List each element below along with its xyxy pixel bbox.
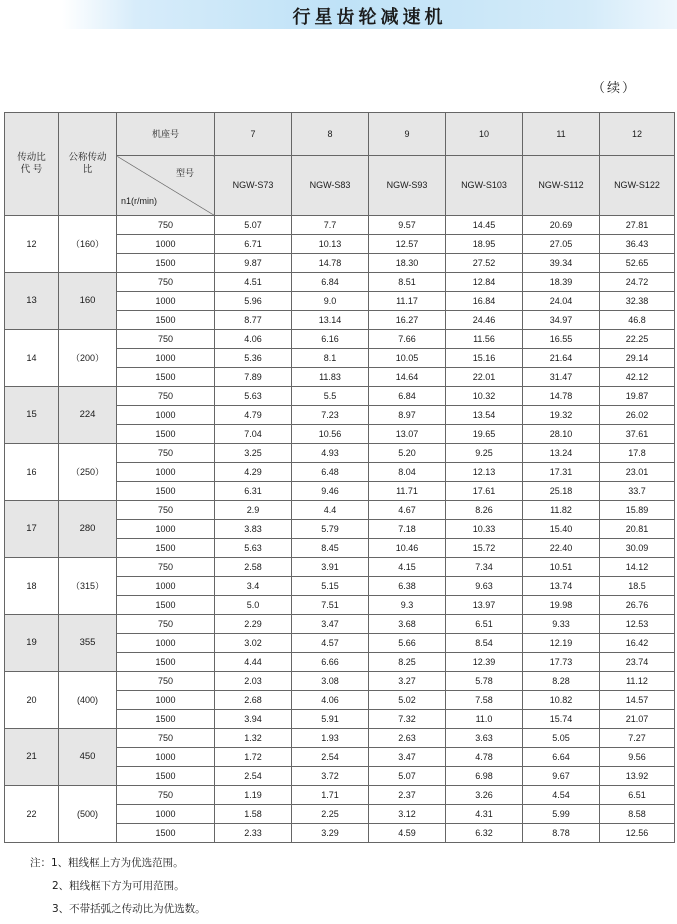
value-cell: 4.59 [369,824,446,843]
value-cell: 1.19 [215,786,292,805]
value-cell: 37.61 [600,425,675,444]
value-cell: 17.61 [446,482,523,501]
value-cell: 2.29 [215,615,292,634]
value-cell: 11.82 [523,501,600,520]
ratio-code-cell: 16 [5,444,59,501]
value-cell: 3.72 [292,767,369,786]
value-cell: 9.3 [369,596,446,615]
value-cell: 21.07 [600,710,675,729]
value-cell: 46.8 [600,311,675,330]
value-cell: 1.32 [215,729,292,748]
speed-cell: 1000 [117,349,215,368]
value-cell: 6.16 [292,330,369,349]
value-cell: 22.40 [523,539,600,558]
value-cell: 18.39 [523,273,600,292]
ratio-code-cell: 12 [5,216,59,273]
value-cell: 3.94 [215,710,292,729]
nominal-ratio-cell: （200） [59,330,117,387]
value-cell: 4.57 [292,634,369,653]
header-model-s103: NGW-S103 [446,156,523,216]
nominal-ratio-cell: (500) [59,786,117,843]
speed-cell: 750 [117,729,215,748]
value-cell: 39.34 [523,254,600,273]
table-row [5,558,675,577]
value-cell: 9.46 [292,482,369,501]
value-cell: 12.39 [446,653,523,672]
value-cell: 8.04 [369,463,446,482]
speed-cell: 750 [117,558,215,577]
value-cell: 2.03 [215,672,292,691]
value-cell: 4.31 [446,805,523,824]
ratio-code-cell: 21 [5,729,59,786]
speed-cell: 1500 [117,824,215,843]
value-cell: 25.18 [523,482,600,501]
speed-cell: 1500 [117,368,215,387]
value-cell: 6.71 [215,235,292,254]
value-cell: 11.17 [369,292,446,311]
note-1: 注：1、粗线框上方为优选范围。 [30,857,184,869]
value-cell: 6.31 [215,482,292,501]
header-frame-12: 12 [600,113,675,156]
value-cell: 10.13 [292,235,369,254]
nominal-ratio-cell: 280 [59,501,117,558]
speed-cell: 750 [117,615,215,634]
value-cell: 7.58 [446,691,523,710]
ratio-code-cell: 19 [5,615,59,672]
value-cell: 2.37 [369,786,446,805]
nominal-ratio-cell: 224 [59,387,117,444]
value-cell: 5.66 [369,634,446,653]
value-cell: 12.84 [446,273,523,292]
value-cell: 26.02 [600,406,675,425]
value-cell: 14.12 [600,558,675,577]
value-cell: 2.33 [215,824,292,843]
table-row [5,786,675,805]
value-cell: 10.46 [369,539,446,558]
value-cell: 8.97 [369,406,446,425]
value-cell: 6.48 [292,463,369,482]
speed-cell: 750 [117,444,215,463]
value-cell: 9.33 [523,615,600,634]
page-title: 行星齿轮减速机 [292,7,447,28]
value-cell: 10.51 [523,558,600,577]
value-cell: 7.51 [292,596,369,615]
value-cell: 14.78 [523,387,600,406]
ratio-code-cell: 20 [5,672,59,729]
value-cell: 3.29 [292,824,369,843]
value-cell: 3.63 [446,729,523,748]
value-cell: 5.0 [215,596,292,615]
value-cell: 7.04 [215,425,292,444]
value-cell: 12.53 [600,615,675,634]
value-cell: 30.09 [600,539,675,558]
speed-cell: 750 [117,786,215,805]
title-banner [62,0,677,29]
value-cell: 10.32 [446,387,523,406]
table-row [5,444,675,463]
value-cell: 13.54 [446,406,523,425]
value-cell: 24.04 [523,292,600,311]
speed-cell: 750 [117,501,215,520]
speed-cell: 1000 [117,406,215,425]
speed-cell: 750 [117,216,215,235]
value-cell: 9.0 [292,292,369,311]
value-cell: 3.47 [292,615,369,634]
table-row [5,615,675,634]
notes [30,852,206,921]
value-cell: 9.56 [600,748,675,767]
value-cell: 22.01 [446,368,523,387]
header-ratio-code-line2: 代 号 [20,164,43,175]
value-cell: 3.91 [292,558,369,577]
value-cell: 14.78 [292,254,369,273]
value-cell: 8.45 [292,539,369,558]
nominal-ratio-cell: 450 [59,729,117,786]
value-cell: 4.51 [215,273,292,292]
value-cell: 4.29 [215,463,292,482]
note-2: 2、粗线框下方为可用范围。 [52,880,185,892]
speed-cell: 1000 [117,748,215,767]
value-cell: 15.40 [523,520,600,539]
nominal-ratio-cell: (400) [59,672,117,729]
value-cell: 19.87 [600,387,675,406]
value-cell: 4.06 [215,330,292,349]
header-frame-label: 机座号 [117,113,215,156]
header-frame-9: 9 [369,113,446,156]
value-cell: 3.4 [215,577,292,596]
value-cell: 28.10 [523,425,600,444]
value-cell: 27.52 [446,254,523,273]
header-model-s112: NGW-S112 [523,156,600,216]
value-cell: 14.57 [600,691,675,710]
value-cell: 6.51 [600,786,675,805]
value-cell: 4.67 [369,501,446,520]
speed-cell: 750 [117,330,215,349]
value-cell: 15.89 [600,501,675,520]
value-cell: 19.98 [523,596,600,615]
value-cell: 7.23 [292,406,369,425]
speed-cell: 1500 [117,254,215,273]
table-row [5,387,675,406]
continued-label: （续） [591,81,637,96]
value-cell: 5.63 [215,539,292,558]
nominal-ratio-cell: （315） [59,558,117,615]
value-cell: 4.78 [446,748,523,767]
value-cell: 32.38 [600,292,675,311]
value-cell: 1.58 [215,805,292,824]
table-row [5,330,675,349]
value-cell: 3.27 [369,672,446,691]
value-cell: 34.97 [523,311,600,330]
nominal-ratio-cell: 355 [59,615,117,672]
speed-cell: 1500 [117,539,215,558]
value-cell: 4.54 [523,786,600,805]
value-cell: 16.55 [523,330,600,349]
value-cell: 3.12 [369,805,446,824]
header-speed-label: n1(r/min) [121,196,158,206]
value-cell: 42.12 [600,368,675,387]
value-cell: 10.33 [446,520,523,539]
value-cell: 4.93 [292,444,369,463]
value-cell: 5.15 [292,577,369,596]
ratio-code-cell: 13 [5,273,59,330]
speed-cell: 1500 [117,311,215,330]
value-cell: 31.47 [523,368,600,387]
header-model-s83: NGW-S83 [292,156,369,216]
speed-cell: 1000 [117,805,215,824]
value-cell: 4.06 [292,691,369,710]
header-nominal-line1: 公称传动 [68,152,107,163]
value-cell: 6.64 [523,748,600,767]
value-cell: 9.87 [215,254,292,273]
value-cell: 21.64 [523,349,600,368]
value-cell: 3.25 [215,444,292,463]
value-cell: 8.78 [523,824,600,843]
nominal-ratio-cell: （160） [59,216,117,273]
value-cell: 18.30 [369,254,446,273]
value-cell: 8.25 [369,653,446,672]
table-row [5,273,675,292]
speed-cell: 1000 [117,577,215,596]
value-cell: 8.58 [600,805,675,824]
value-cell: 8.54 [446,634,523,653]
value-cell: 11.12 [600,672,675,691]
value-cell: 11.83 [292,368,369,387]
value-cell: 2.63 [369,729,446,748]
header-model-s122: NGW-S122 [600,156,675,216]
speed-cell: 750 [117,273,215,292]
value-cell: 5.5 [292,387,369,406]
value-cell: 4.15 [369,558,446,577]
value-cell: 6.38 [369,577,446,596]
value-cell: 12.13 [446,463,523,482]
value-cell: 7.18 [369,520,446,539]
ratio-code-cell: 17 [5,501,59,558]
value-cell: 5.36 [215,349,292,368]
value-cell: 8.51 [369,273,446,292]
value-cell: 5.91 [292,710,369,729]
value-cell: 8.28 [523,672,600,691]
value-cell: 24.46 [446,311,523,330]
value-cell: 23.74 [600,653,675,672]
value-cell: 5.02 [369,691,446,710]
nominal-ratio-cell: （250） [59,444,117,501]
value-cell: 6.98 [446,767,523,786]
value-cell: 12.57 [369,235,446,254]
table-row [5,672,675,691]
value-cell: 7.27 [600,729,675,748]
speed-cell: 1000 [117,235,215,254]
value-cell: 3.08 [292,672,369,691]
speed-cell: 1000 [117,634,215,653]
value-cell: 9.63 [446,577,523,596]
value-cell: 13.24 [523,444,600,463]
value-cell: 12.56 [600,824,675,843]
value-cell: 9.67 [523,767,600,786]
value-cell: 3.47 [369,748,446,767]
value-cell: 20.69 [523,216,600,235]
value-cell: 29.14 [600,349,675,368]
speed-cell: 750 [117,387,215,406]
speed-cell: 1500 [117,767,215,786]
value-cell: 16.27 [369,311,446,330]
value-cell: 27.05 [523,235,600,254]
header-model-s93: NGW-S93 [369,156,446,216]
value-cell: 14.64 [369,368,446,387]
value-cell: 2.25 [292,805,369,824]
table-row [5,501,675,520]
speed-cell: 750 [117,672,215,691]
header-frame-10: 10 [446,113,523,156]
nominal-ratio-cell: 160 [59,273,117,330]
value-cell: 6.84 [292,273,369,292]
note-3: 3、不带括弧之传动比为优选数。 [52,903,206,915]
value-cell: 5.05 [523,729,600,748]
value-cell: 16.84 [446,292,523,311]
value-cell: 2.54 [292,748,369,767]
speed-cell: 1500 [117,710,215,729]
value-cell: 6.32 [446,824,523,843]
speed-cell: 1500 [117,653,215,672]
value-cell: 13.74 [523,577,600,596]
value-cell: 11.71 [369,482,446,501]
value-cell: 18.95 [446,235,523,254]
value-cell: 13.07 [369,425,446,444]
value-cell: 10.05 [369,349,446,368]
value-cell: 6.51 [446,615,523,634]
value-cell: 7.34 [446,558,523,577]
ratio-table [4,112,675,843]
header-frame-7: 7 [215,113,292,156]
value-cell: 5.20 [369,444,446,463]
value-cell: 7.89 [215,368,292,387]
value-cell: 5.99 [523,805,600,824]
header-frame-8: 8 [292,113,369,156]
value-cell: 19.65 [446,425,523,444]
value-cell: 8.26 [446,501,523,520]
value-cell: 1.71 [292,786,369,805]
value-cell: 13.97 [446,596,523,615]
header-model-s73: NGW-S73 [215,156,292,216]
speed-cell: 1000 [117,292,215,311]
header-nominal-ratio [59,113,117,216]
value-cell: 19.32 [523,406,600,425]
speed-cell: 1500 [117,482,215,501]
value-cell: 2.68 [215,691,292,710]
value-cell: 15.74 [523,710,600,729]
value-cell: 17.73 [523,653,600,672]
value-cell: 6.66 [292,653,369,672]
value-cell: 24.72 [600,273,675,292]
value-cell: 15.16 [446,349,523,368]
ratio-code-cell: 22 [5,786,59,843]
ratio-code-cell: 15 [5,387,59,444]
value-cell: 9.25 [446,444,523,463]
value-cell: 5.78 [446,672,523,691]
value-cell: 22.25 [600,330,675,349]
value-cell: 5.07 [369,767,446,786]
value-cell: 1.93 [292,729,369,748]
value-cell: 2.54 [215,767,292,786]
value-cell: 11.56 [446,330,523,349]
speed-cell: 1000 [117,691,215,710]
speed-cell: 1000 [117,520,215,539]
value-cell: 3.26 [446,786,523,805]
value-cell: 17.31 [523,463,600,482]
value-cell: 8.1 [292,349,369,368]
value-cell: 3.83 [215,520,292,539]
value-cell: 5.63 [215,387,292,406]
header-diagonal-cell [117,156,215,216]
table-row [5,216,675,235]
value-cell: 8.77 [215,311,292,330]
ratio-code-cell: 18 [5,558,59,615]
value-cell: 15.72 [446,539,523,558]
value-cell: 1.72 [215,748,292,767]
value-cell: 3.02 [215,634,292,653]
value-cell: 33.7 [600,482,675,501]
value-cell: 7.66 [369,330,446,349]
value-cell: 10.82 [523,691,600,710]
header-frame-11: 11 [523,113,600,156]
speed-cell: 1500 [117,596,215,615]
value-cell: 7.7 [292,216,369,235]
value-cell: 18.5 [600,577,675,596]
value-cell: 11.0 [446,710,523,729]
value-cell: 2.9 [215,501,292,520]
value-cell: 5.07 [215,216,292,235]
value-cell: 5.79 [292,520,369,539]
value-cell: 4.4 [292,501,369,520]
value-cell: 3.68 [369,615,446,634]
value-cell: 9.57 [369,216,446,235]
header-model-label: 型号 [175,168,194,178]
value-cell: 17.8 [600,444,675,463]
value-cell: 4.79 [215,406,292,425]
ratio-code-cell: 14 [5,330,59,387]
header-ratio-code-line1: 传动比 [17,152,46,163]
value-cell: 14.45 [446,216,523,235]
value-cell: 16.42 [600,634,675,653]
value-cell: 2.58 [215,558,292,577]
value-cell: 27.81 [600,216,675,235]
value-cell: 13.14 [292,311,369,330]
value-cell: 5.96 [215,292,292,311]
value-cell: 20.81 [600,520,675,539]
table-row [5,729,675,748]
value-cell: 4.44 [215,653,292,672]
speed-cell: 1500 [117,425,215,444]
value-cell: 52.65 [600,254,675,273]
value-cell: 12.19 [523,634,600,653]
value-cell: 10.56 [292,425,369,444]
value-cell: 13.92 [600,767,675,786]
header-nominal-line2: 比 [82,164,93,175]
speed-cell: 1000 [117,463,215,482]
value-cell: 7.32 [369,710,446,729]
value-cell: 36.43 [600,235,675,254]
header-ratio-code [5,113,59,216]
value-cell: 6.84 [369,387,446,406]
value-cell: 23.01 [600,463,675,482]
value-cell: 26.76 [600,596,675,615]
